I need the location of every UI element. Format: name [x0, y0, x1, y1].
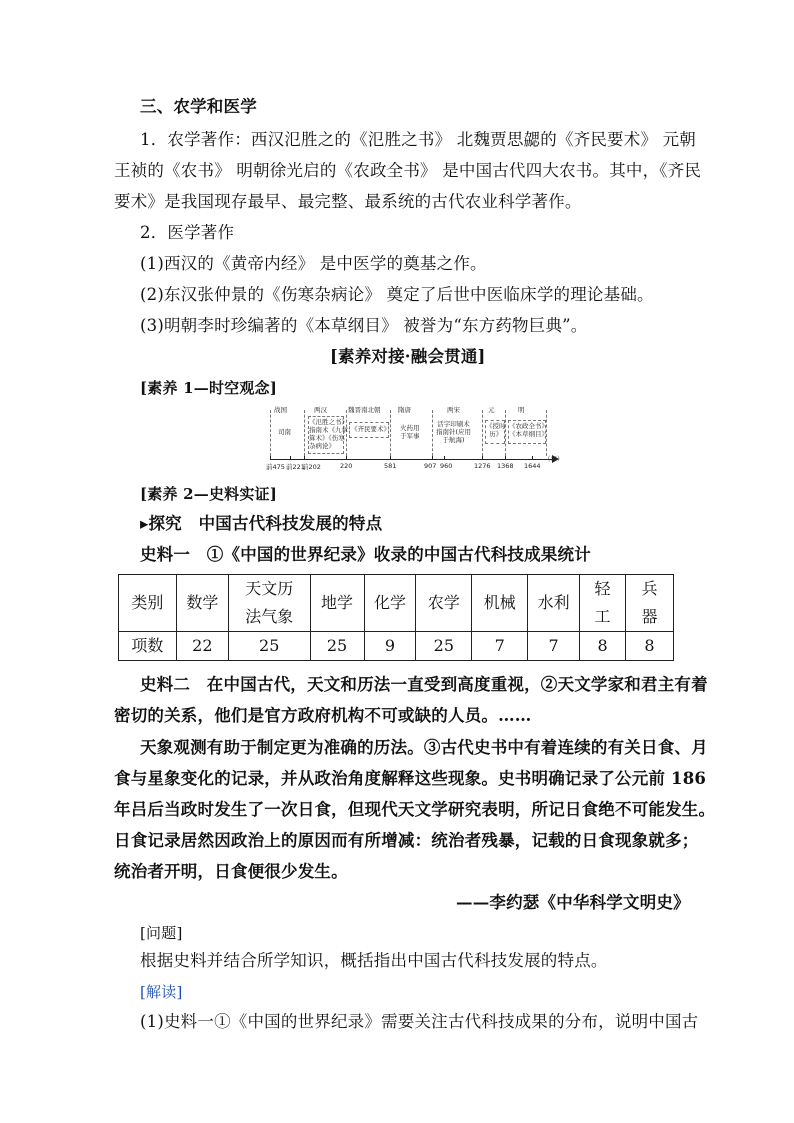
med-item-1: (1)西汉的《黄帝内经》 是中医学的奠基之作。: [140, 254, 487, 273]
table-header-cell: 类别: [119, 575, 177, 632]
table-row-label: 项数: [119, 632, 177, 661]
table-cell: 8: [580, 632, 626, 661]
era-suitang: 隋唐: [398, 406, 411, 414]
source-1-title: 史料一 ①《中国的世界纪录》收录的中国古代科技成果统计: [140, 545, 591, 564]
table-header-cell: 化学: [364, 575, 416, 632]
answer-line-1: (1)史料一①《中国的世界纪录》需要关注古代科技成果的分布，说明中国古: [140, 1012, 699, 1031]
table-header-cell: 水利: [528, 575, 580, 632]
med-item-3: (3)明朝李时珍编著的《本草纲目》 被誉为“东方药物巨典”。: [140, 316, 588, 335]
table-cell: 25: [416, 632, 472, 661]
table-cell: 7: [528, 632, 580, 661]
event-han: 《氾胜之书》 指南术《九章 算术》《伤寒 杂病论》: [309, 418, 348, 450]
source-2-line-2: 密切的关系，他们是官方政府机构不可或缺的人员。……: [114, 706, 532, 725]
agri-line-2: 王祯的《农书》 明朝徐光启的《农政全书》 是中国古代四大农书。其中，《齐民: [114, 161, 702, 180]
table-cell: 8: [625, 632, 673, 661]
question-text: 根据史料并结合所学知识，概括指出中国古代科技发展的特点。: [140, 951, 608, 970]
year-label: 1644: [524, 462, 541, 470]
year-label: 581: [384, 462, 397, 470]
year-unit: （年）: [544, 455, 564, 463]
source-2-cont-4: 日食记录居然因政治上的原因而有所增减：统治者残暴，记载的日食现象就多；: [114, 831, 699, 850]
table-cell: 25: [228, 632, 310, 661]
med-item-2: (2)东汉张仲景的《伤寒杂病论》 奠定了后世中医临床学的理论基础。: [140, 285, 654, 304]
era-song: 两宋: [447, 406, 460, 414]
literacy-1-label: [素养 1—时空观念]: [140, 379, 278, 397]
stats-table: [118, 574, 674, 661]
table-cell: 22: [176, 632, 228, 661]
year-label: 前221: [286, 463, 305, 471]
timeline-figure: [262, 402, 562, 474]
year-label: 1276: [474, 462, 491, 470]
table-header-cell: 天文历 法气象: [228, 575, 310, 632]
table-header-cell: 地学: [310, 575, 364, 632]
table-row: [119, 632, 674, 661]
table-header-cell: 农学: [416, 575, 472, 632]
event-qimin: 《齐民要术》: [351, 425, 390, 433]
table-cell: 7: [472, 632, 528, 661]
question-label: [问题]: [140, 924, 183, 942]
table-header-cell: 兵 器: [625, 575, 673, 632]
table-header-cell: 数学: [176, 575, 228, 632]
era-weijin: 魏晋南北朝: [348, 406, 381, 414]
event-gunpowder: 火药用 于军事: [400, 424, 420, 440]
source-2-cont-3: 年吕后当政时发生了一次日食，但现代天文学研究表明，所记日食绝不可能发生。: [114, 800, 716, 819]
integration-title: [素养对接·融会贯通]: [330, 347, 486, 366]
table-header-cell: 轻 工: [580, 575, 626, 632]
agri-line-1: 1．农学著作：西汉氾胜之的《氾胜之书》 北魏贾思勰的《齐民要术》 元朝: [140, 130, 696, 149]
explore-heading: ▸探究 中国古代科技发展的特点: [140, 514, 383, 533]
source-2-cont-2: 食与星象变化的记录，并从政治角度解释这些现象。史书明确记录了公元前 186: [114, 769, 707, 788]
year-label: 907: [424, 462, 437, 470]
year-label: 1368: [497, 462, 514, 470]
source-2-cont-1: 天象观测有助于制定更为准确的历法。③古代史书中有着连续的有关日食、月: [140, 738, 708, 757]
table-cell: 9: [364, 632, 416, 661]
event-shoushi: 《授时 历》: [486, 422, 506, 438]
source-2-cont-5: 统治者开明，日食便很少发生。: [114, 862, 348, 881]
med-heading: 2．医学著作: [140, 223, 235, 242]
year-label: 220: [340, 462, 353, 470]
era-han: 两汉: [314, 406, 327, 414]
era-ming: 明: [518, 406, 525, 414]
source-2-line-1: 史料二 在中国古代，天文和历法一直受到高度重视，②天文学家和君主有着: [140, 675, 708, 694]
year-label: 前475: [266, 463, 285, 471]
table-header-cell: 机械: [472, 575, 528, 632]
event-compass: 司南: [278, 428, 291, 436]
event-printing: 活字印刷术 指南针(应用 于航海): [436, 420, 472, 444]
answer-label: [解读]: [140, 983, 183, 1001]
era-warring-states: 战国: [274, 406, 287, 414]
timeline-axis: [270, 459, 556, 460]
literacy-2-label: [素养 2—史料实证]: [140, 485, 278, 503]
citation: ——李约瑟《中华科学文明史》: [456, 893, 690, 912]
table-header-row: [119, 575, 674, 632]
event-ming-books: 《农政全书》 《本草纲目》: [509, 422, 548, 438]
table-cell: 25: [310, 632, 364, 661]
year-label: 960: [440, 462, 453, 470]
section-heading: 三、农学和医学: [140, 97, 257, 116]
agri-line-3: 要术》是我国现存最早、最完整、最系统的古代农业科学著作。: [114, 192, 582, 211]
era-yuan: 元: [488, 406, 495, 414]
year-label: 前202: [302, 463, 321, 471]
